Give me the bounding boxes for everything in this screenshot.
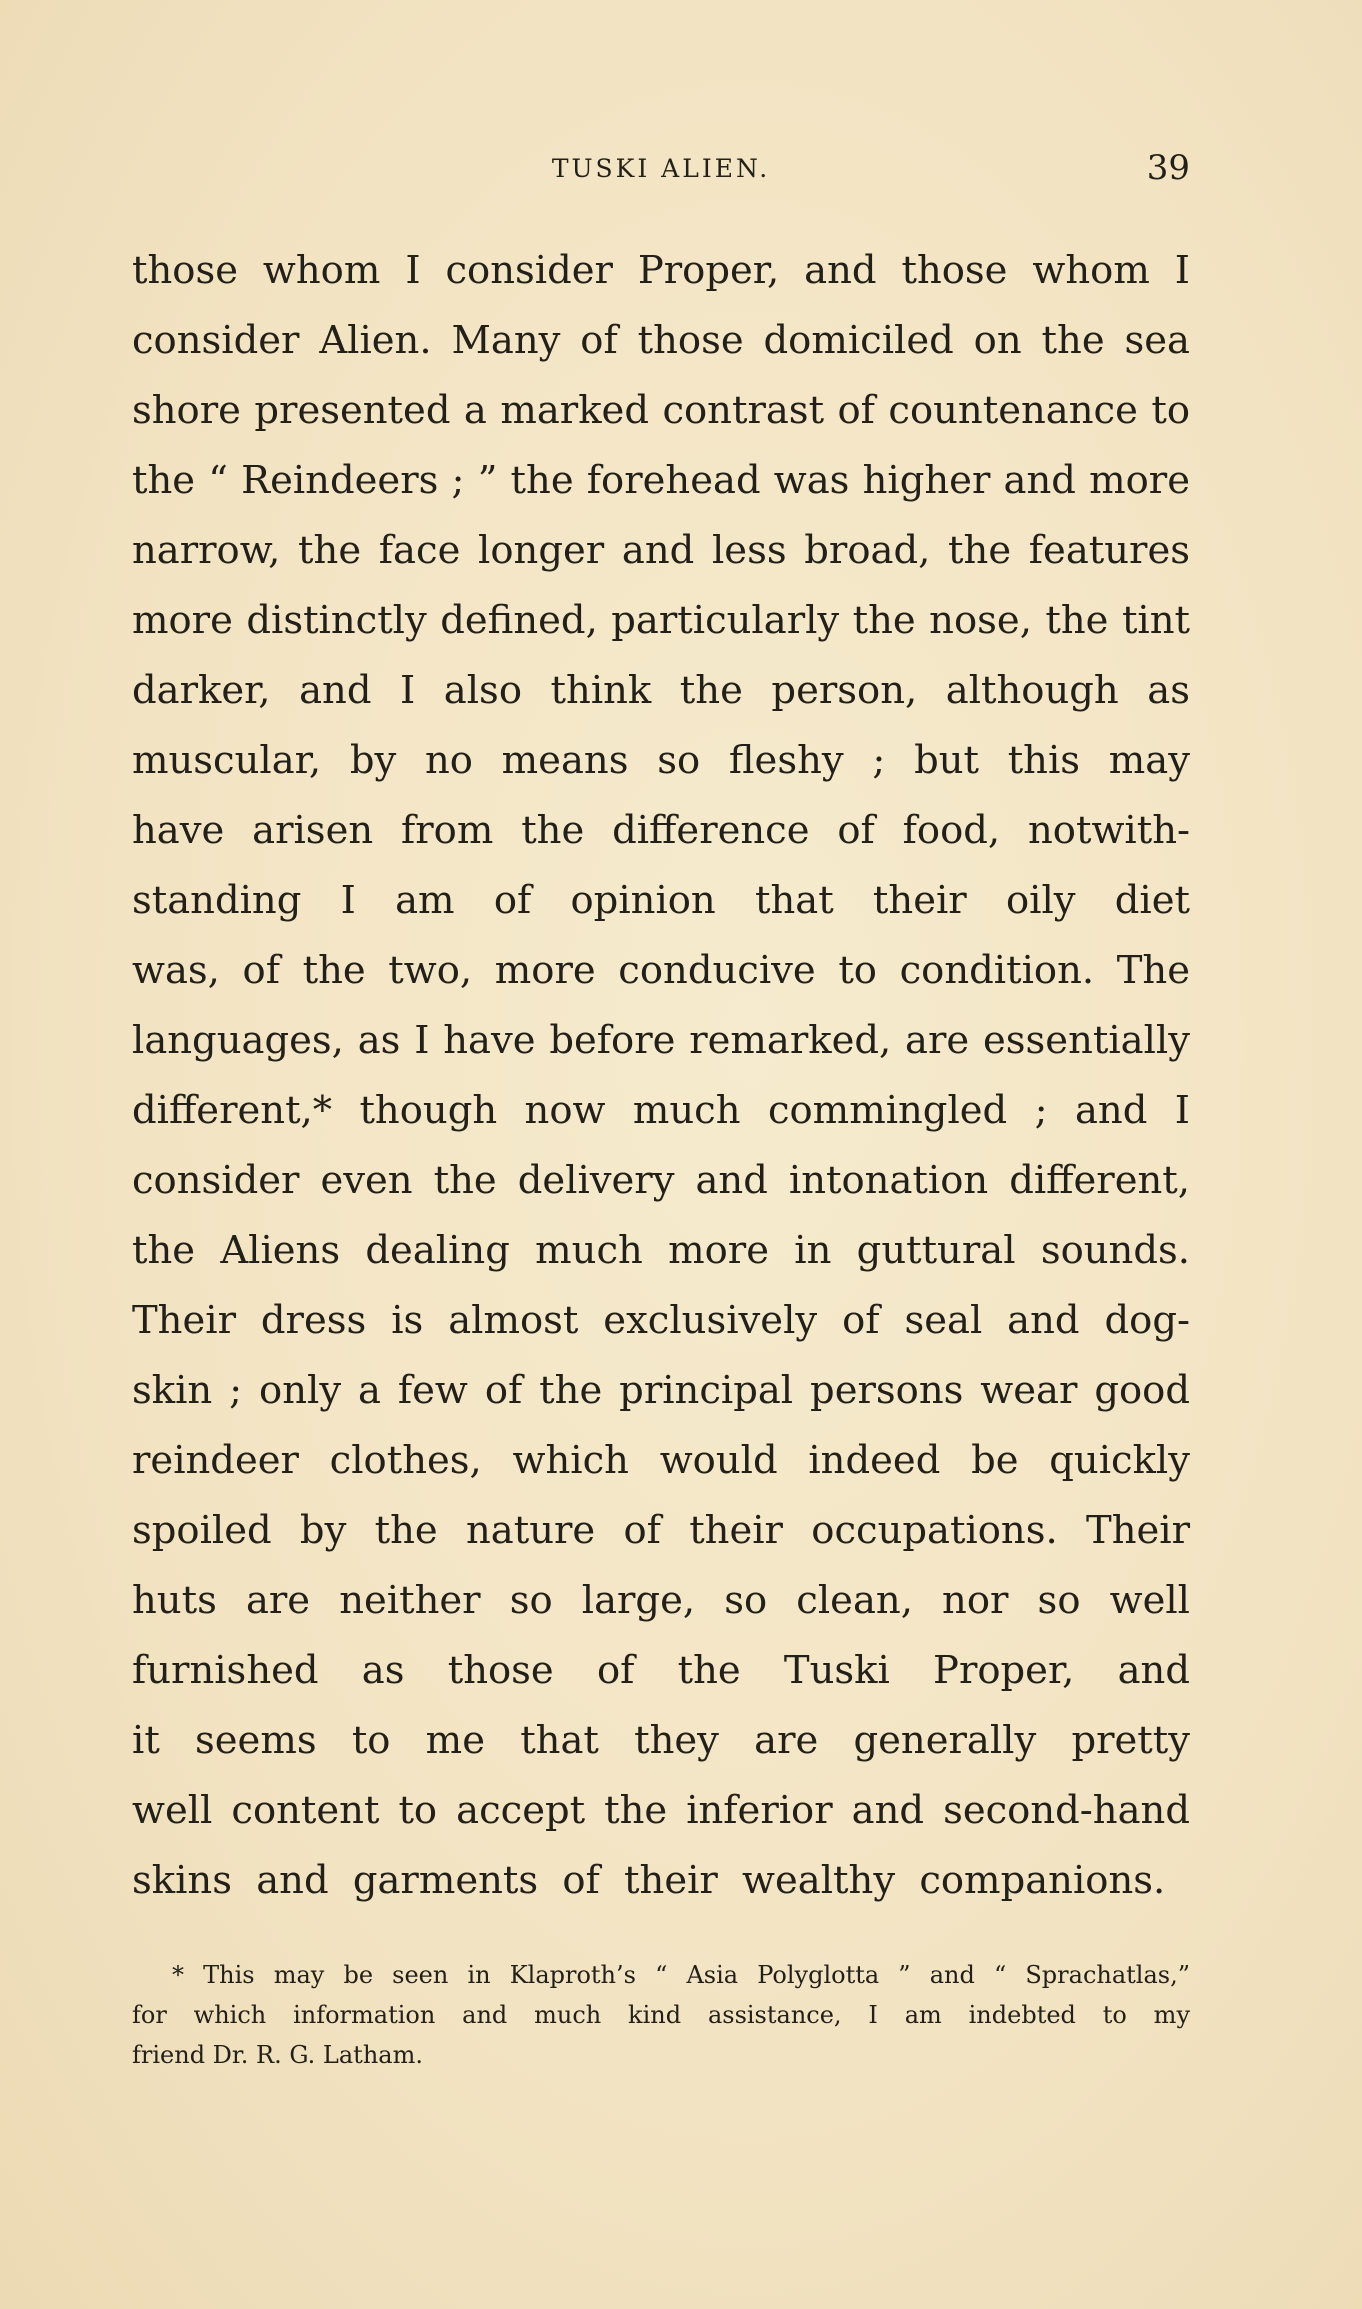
running-head: TUSKI ALIEN. <box>551 154 771 183</box>
text-line: have arisen from the difference of food, notwith- <box>132 808 1190 853</box>
footnote-line: friend Dr. R. G. Latham. <box>132 2041 423 2069</box>
text-line: consider even the delivery and intonation different, <box>132 1158 1190 1203</box>
text-line: reindeer clothes, which would indeed be quickly <box>132 1438 1190 1483</box>
text-line: skin ; only a few of the principal persons wear good <box>132 1368 1190 1413</box>
footnote <box>132 1955 1190 2075</box>
text-line: muscular, by no means so fleshy ; but this may <box>132 738 1190 783</box>
text-line: languages, as I have before remarked, are essentially <box>132 1018 1190 1063</box>
text-line: was, of the two, more conducive to condition. The <box>132 948 1190 993</box>
text-line: skins and garments of their wealthy companions. <box>132 1858 1166 1903</box>
text-line: spoiled by the nature of their occupations. Their <box>132 1508 1190 1553</box>
page-header <box>132 148 1190 192</box>
text-line: darker, and I also think the person, although as <box>132 668 1190 713</box>
text-line: shore presented a marked contrast of countenance to <box>132 388 1190 433</box>
text-line: different,* though now much commingled ; and I <box>132 1088 1190 1133</box>
text-line: more distinctly defined, particularly the nose, the tint <box>132 598 1190 643</box>
text-line: narrow, the face longer and less broad, the features <box>132 528 1190 573</box>
text-line: well content to accept the inferior and second-hand <box>132 1788 1190 1833</box>
footnote-line: for which information and much kind assistance, I am indebted to my <box>132 2001 1190 2029</box>
text-line: those whom I consider Proper, and those whom I <box>132 248 1190 293</box>
text-line: furnished as those of the Tuski Proper, and <box>132 1648 1190 1693</box>
text-line: standing I am of opinion that their oily diet <box>132 878 1190 923</box>
page-number: 39 <box>1146 148 1190 188</box>
body-text <box>132 236 1190 1916</box>
text-line: it seems to me that they are generally pretty <box>132 1718 1190 1763</box>
text-line: Their dress is almost exclusively of seal and dog- <box>132 1298 1190 1343</box>
text-line: huts are neither so large, so clean, nor so well <box>132 1578 1190 1623</box>
text-line: consider Alien. Many of those domiciled on the sea <box>132 318 1190 363</box>
text-line: the Aliens dealing much more in guttural sounds. <box>132 1228 1190 1273</box>
text-line: the “ Reindeers ; ” the forehead was higher and more <box>132 458 1190 503</box>
footnote-line: * This may be seen in Klaproth’s “ Asia Polyglotta ” and “ Sprachatlas,” <box>172 1961 1190 1989</box>
